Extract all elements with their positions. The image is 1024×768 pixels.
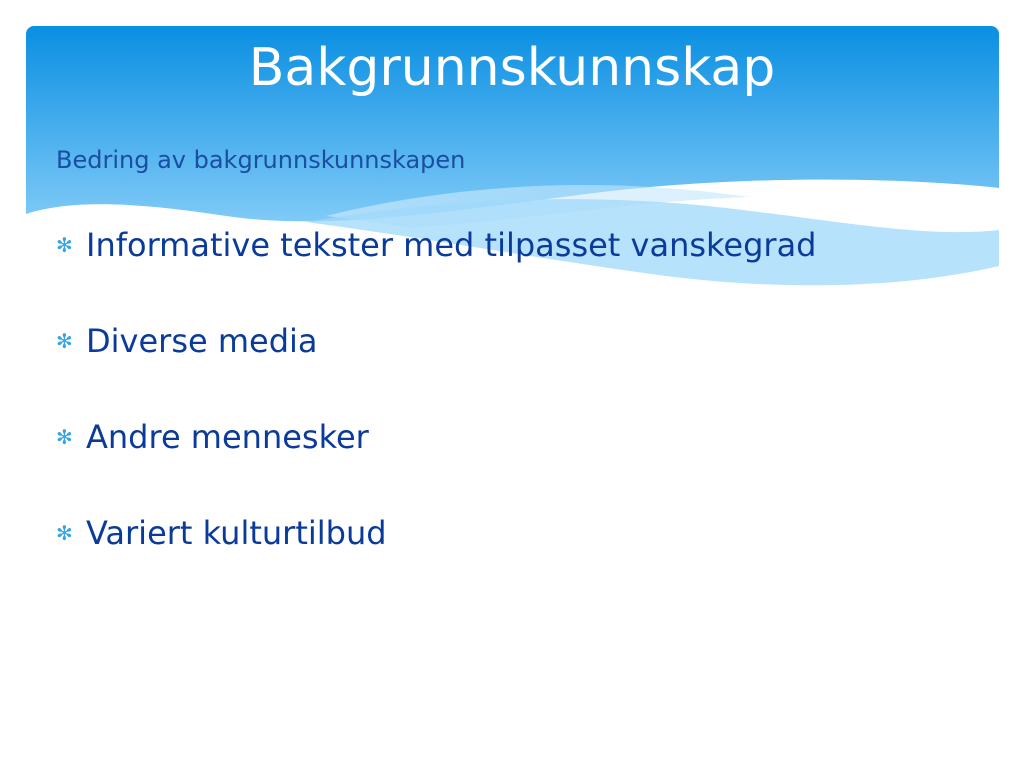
snowflake-asterisk-icon: ✻	[56, 521, 73, 545]
bullet-text: Informative tekster med tilpasset vanskegrad	[86, 226, 817, 264]
bullet-list	[56, 226, 816, 610]
slide-subtitle: Bedring av bakgrunnskunnskapen	[56, 146, 466, 174]
slide-title: Bakgrunnskunnskap	[248, 38, 776, 98]
bullet-text: Andre mennesker	[86, 418, 369, 456]
snowflake-asterisk-icon: ✻	[56, 425, 73, 449]
bullet-text: Variert kulturtilbud	[86, 514, 387, 552]
bullet-item	[56, 418, 816, 514]
bullet-text: Diverse media	[86, 322, 318, 360]
bullet-item	[56, 322, 816, 418]
bullet-item	[56, 514, 816, 610]
snowflake-asterisk-icon: ✻	[56, 233, 73, 257]
bullet-item	[56, 226, 816, 322]
snowflake-asterisk-icon: ✻	[56, 329, 73, 353]
